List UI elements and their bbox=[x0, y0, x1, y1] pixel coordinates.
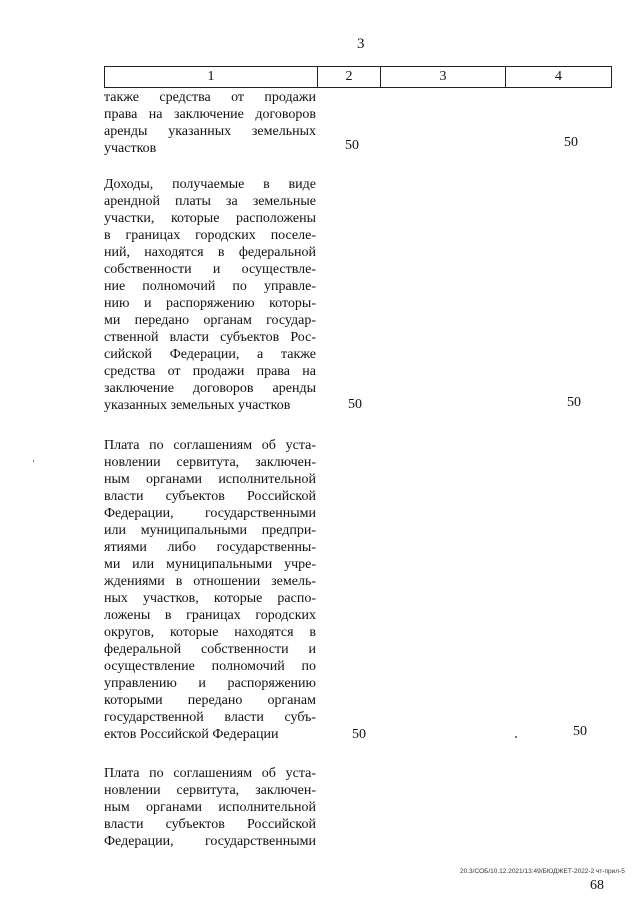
text-line: ние полномочий по управле- bbox=[104, 279, 316, 294]
row-1-description bbox=[104, 89, 316, 157]
text-line: федеральной собственности и bbox=[104, 642, 316, 657]
text-line: новлении сервитута, заключен- bbox=[104, 455, 316, 470]
text-line: собственности и осуществле- bbox=[104, 262, 316, 277]
text-line: ектов Российской Федерации bbox=[104, 727, 279, 742]
row-3-col-4-value: 50 bbox=[573, 724, 587, 739]
text-line: ждениями в отношении земель- bbox=[104, 574, 316, 589]
header-col-3: 3 bbox=[381, 67, 506, 87]
text-line: арендной платы за земельные bbox=[104, 194, 316, 209]
text-line: или муниципальными предпри- bbox=[104, 523, 316, 538]
row-1-col-2-value: 50 bbox=[345, 138, 359, 153]
scan-speck bbox=[33, 460, 34, 462]
text-line: средства от продажи права на bbox=[104, 364, 316, 379]
table-row-1 bbox=[104, 89, 614, 157]
text-line: Федерации, государственными bbox=[104, 506, 316, 521]
text-line: осуществление полномочий по bbox=[104, 659, 316, 674]
row-2-col-4-value: 50 bbox=[567, 395, 581, 410]
text-line: нию и распоряжению которы- bbox=[104, 296, 316, 311]
table-row-2 bbox=[104, 176, 614, 414]
scan-speck bbox=[515, 736, 517, 738]
text-line: управлению и распоряжению bbox=[104, 676, 316, 691]
text-line: аренды указанных земельных bbox=[104, 124, 316, 139]
text-line: ятиями либо государственны- bbox=[104, 540, 316, 555]
text-line: власти субъектов Российской bbox=[104, 489, 316, 504]
text-line: участки, которые расположены bbox=[104, 211, 316, 226]
text-line: новлении сервитута, заключен- bbox=[104, 783, 316, 798]
text-line: участков bbox=[104, 141, 157, 156]
text-line: Федерации, государственными bbox=[104, 834, 316, 849]
page-number: 3 bbox=[357, 36, 365, 52]
text-line: ми передано органам государ- bbox=[104, 313, 316, 328]
table-header bbox=[104, 66, 612, 88]
text-line: власти субъектов Российской bbox=[104, 817, 316, 832]
row-1-col-4-value: 50 bbox=[564, 135, 578, 150]
text-line: округов, которые находятся в bbox=[104, 625, 316, 640]
text-line: заключение договоров аренды bbox=[104, 381, 316, 396]
table-row-3 bbox=[104, 437, 614, 743]
text-line: ственной власти субъектов Рос- bbox=[104, 330, 316, 345]
header-col-4: 4 bbox=[555, 69, 562, 84]
header-col-1: 1 bbox=[105, 67, 318, 87]
bottom-page-number: 68 bbox=[590, 878, 604, 893]
text-line: государственной власти субъ- bbox=[104, 710, 316, 725]
table-row-4 bbox=[104, 765, 614, 850]
header-col-2: 2 bbox=[318, 67, 381, 87]
text-line: ми или муниципальными учре- bbox=[104, 557, 316, 572]
text-line: Доходы, получаемые в виде bbox=[104, 177, 316, 192]
row-2-col-2-value: 50 bbox=[348, 397, 362, 412]
row-2-description bbox=[104, 176, 316, 414]
text-line: которыми передано органам bbox=[104, 693, 316, 708]
text-line: права на заключение договоров bbox=[104, 107, 316, 122]
row-3-col-2-value: 50 bbox=[352, 727, 366, 742]
text-line: ным органами исполнительной bbox=[104, 800, 316, 815]
row-3-description bbox=[104, 437, 316, 743]
text-line: сийской Федерации, а также bbox=[104, 347, 316, 362]
text-line: ным органами исполнительной bbox=[104, 472, 316, 487]
text-line: ний, находятся в федеральной bbox=[104, 245, 316, 260]
text-line: указанных земельных участков bbox=[104, 398, 291, 413]
text-line: также средства от продажи bbox=[104, 90, 316, 105]
text-line: Плата по соглашениям об уста- bbox=[104, 438, 316, 453]
row-4-description bbox=[104, 765, 316, 850]
document-footer-code: 20.3/СОБ/10.12.2021/13:49/БЮДЖЕТ-2022-2 чт-прил-5 bbox=[460, 868, 625, 875]
text-line: ных участков, которые распо- bbox=[104, 591, 316, 606]
text-line: ложены в границах городских bbox=[104, 608, 316, 623]
text-line: Плата по соглашениям об уста- bbox=[104, 766, 316, 781]
text-line: в границах городских поселе- bbox=[104, 228, 316, 243]
